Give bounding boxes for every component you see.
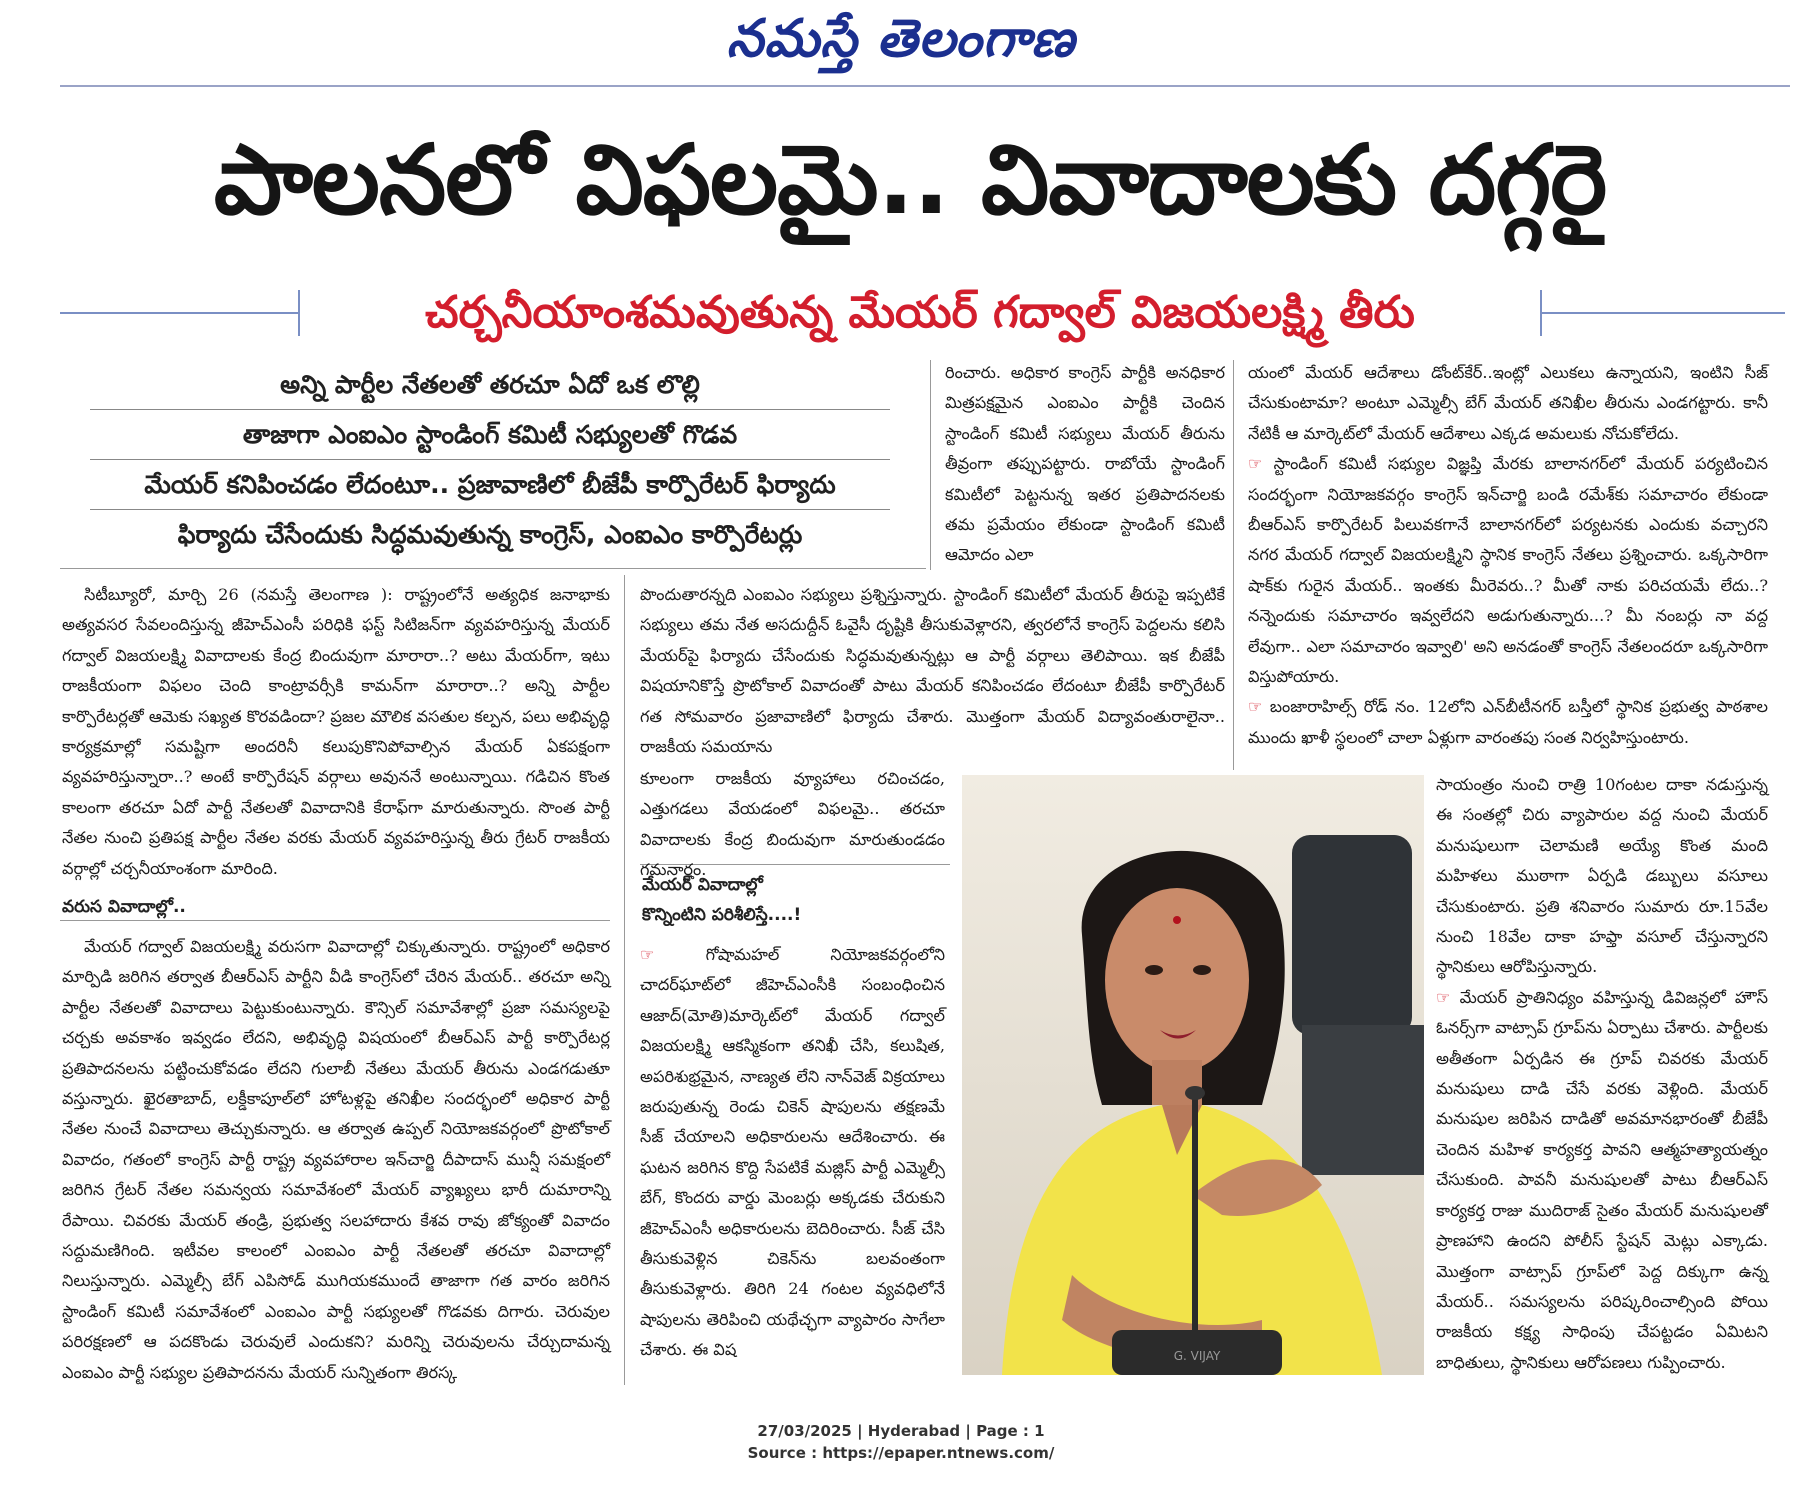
- section-heading-series: వరుస వివాదాల్లో..: [62, 897, 186, 917]
- section-heading-disputes: మేయర్ వివాదాల్లో: [642, 875, 763, 895]
- body-paragraph: యంలో మేయర్ ఆదేశాలు డోంట్‌కేర్..ఇంట్లో ఎలుకలు ఉన్నాయని, ఇంటిని సీజ్ చేసుకుంటామా? అంటూ ఎమ్మెల్సీ బేగ్ మేయర్ తనిఖీల తీరును ఎండగట్టారు. కానీ నేటికీ ఆ మార్కెట్‌లో మేయర్ ఆదేశాలు ఎక్కడ అమలుకు నోచుకోలేదు.: [1248, 363, 1768, 443]
- footer-date: 27/03/2025 | Hyderabad | Page : 1: [757, 1422, 1045, 1440]
- article-body-col1: [62, 932, 610, 1382]
- article-body-col3-bottom: [1436, 770, 1768, 1385]
- deck-rule: [90, 509, 890, 510]
- subhead-rule-right: [1540, 312, 1785, 314]
- bullet-item: ☞ బంజారాహిల్స్ రోడ్ నం. 12లోని ఎన్‌బీటీనగర్ బస్తీలో స్థానిక ప్రభుత్వ పాఠశాల ముందు ఖాళీ స్థలంలో చాలా ఏళ్లుగా వారంతపు సంత నిర్వహిస్తుంటారు.: [1248, 692, 1768, 753]
- deck-rule: [90, 409, 890, 410]
- body-paragraph: కూలంగా రాజకీయ వ్యూహాలు రచించడం, ఎత్తుగడలు వేయడంలో విఫలమై.. తరచూ వివాదాలకు కేంద్ర బిందువుగా మారుతుండడం గమనార్హం.: [640, 769, 945, 880]
- bullet-item: ☞ స్టాండింగ్ కమిటీ సభ్యుల విజ్ఞప్తి మేరకు బాలానగర్‌లో మేయర్ పర్యటించిన సందర్భంగా నియోజకవర్గం కాంగ్రెస్ ఇన్‌చార్జి బండి రమేశ్‌కు సమాచారం లేకుండా బీఆర్ఎస్ కార్పొరేటర్ పిలువకగానే బాలానగర్‌లో పర్యటనకు ఎందుకు వచ్చారని నగర మేయర్ గద్వాల్ విజయలక్ష్మిని స్థానిక కాంగ్రెస్ నేతలు ప్రశ్నించారు. ఒక్కసారిగా షాక్‌కు గురైన మేయర్.. ఇంతకు మీరెవరు..? మీతో నాకు పరిచయమే లేదు..? నన్నెందుకు సమాచారం ఇవ్వలేదని అడుగుతున్నారు...? మీ నంబర్లు నా వద్ద లేవుగా.. ఎలా సమాచారం ఇవ్వాలి' అని అనడంతో కాంగ్రెస్ నేతలందరూ ఒక్కసారిగా విస్తుపోయారు.: [1248, 449, 1768, 692]
- bullet-item: ☞ గోషామహల్ నియోజకవర్గంలోని చాదర్‌ఘాట్‌లో జీహెచ్ఎంసీకి సంబంధించిన ఆజాద్(మోతి)మార్కెట్‌లో మేయర్ గద్వాల్ విజయలక్ష్మి ఆకస్మికంగా తనిఖీ చేసి, కలుషిత, అపరిశుభ్రమైన, నాణ్యత లేని నాన్‌వెజ్ విక్రయాలు జరుపుతున్న రెండు చికెన్ షాపులను తక్షణమే సీజ్ చేయాలని అధికారులను ఆదేశించారు. ఈ ఘటన జరిగిన కొద్ది సేపటికే మజ్లిస్ పార్టీ ఎమ్మెల్సీ బేగ్, కొందరు వార్డు మెంబర్లు అక్కడకు చేరుకుని జీహెచ్ఎంసీ అధికారులను బెదిరించారు. సీజ్ చేసి తీసుకువెళ్లిన చికెన్‌ను బలవంతంగా తీసుకువెళ్లారు. తిరిగి 24 గంటల వ్యవధిలోనే షాపులను తెరిపించి యథేచ్ఛగా వ్యాపారం సాగేలా చేశారు. ఈ విష: [640, 940, 945, 1366]
- column-rule: [1233, 360, 1234, 770]
- deck-line-3: మేయర్ కనిపించడం లేదంటూ.. ప్రజావాణిలో బీజేపీ కార్పొరేటర్ ఫిర్యాదు: [144, 470, 836, 499]
- deck-rule: [90, 459, 890, 460]
- body-paragraph: పొందుతారన్నది ఎంఐఎం సభ్యులు ప్రశ్నిస్తున్నారు. స్టాండింగ్ కమిటీలో మేయర్ తీరుపై ఇప్పటికే సభ్యులు తమ నేత అసదుద్దీన్ ఓవైసీ దృష్టికి తీసుకువెళ్లారని, త్వరలోనే కాంగ్రెస్ పెద్దలను కలిసి మేయర్‌పై ఫిర్యాదు చేసేందుకు సిద్ధమవుతున్నట్లు ఆ పార్టీ వర్గాలు తెలిపాయి. ఇక బీజేపీ విషయానికొస్తే ప్రొటోకాల్ వివాదంతో పాటు మేయర్ కనిపించడం లేదంటూ బీజేపీ కార్పొరేటర్ గత సోమవారం ప్రజావాణిలో ఫిర్యాదు చేశారు. మొత్తంగా మేయర్ విద్యావంతురాలైనా.. రాజకీయ సమయాను: [640, 585, 1225, 757]
- subhead-tick-left: [298, 290, 300, 336]
- deck-line-2: తాజాగా ఎంఐఎం స్టాండింగ్ కమిటీ సభ్యులతో గొడవ: [242, 420, 738, 449]
- deck-line-1: అన్ని పార్టీల నేతలతో తరచూ ఏదో ఒక లొల్లి: [280, 370, 700, 399]
- article-body-col2-wide: [640, 580, 1225, 760]
- photo-illustration: [962, 775, 1424, 1375]
- body-paragraph: మేయర్ గద్వాల్ విజయలక్ష్మి వరుసగా వివాదాల్లో చిక్కుతున్నారు. రాష్ట్రంలో అధికార మార్పిడి జరిగిన తర్వాత బీఆర్ఎస్ పార్టీని వీడి కాంగ్రెస్‌లో చేరిన మేయర్.. తరచూ అన్ని పార్టీల నేతలతో వివాదాలు పెట్టుకుంటున్నారు. కౌన్సిల్ సమావేశాల్లో ప్రజా సమస్యలపై చర్చకు అవకాశం ఇవ్వడం లేదని, అభివృద్ధి విషయంలో బీఆర్ఎస్ పార్టీ కార్పొరేటర్ల ప్రతిపాదనలను పట్టించుకోవడం లేదని గులాబీ నేతలు మేయర్ తీరును ఎండగడుతూ వస్తున్నారు. ఖైరతాబాద్, లక్డీకాపూల్‌లో హోటళ్లపై తనిఖీల సందర్భంలో అధికార పార్టీ నేతల నుంచే వివాదాలు తెచ్చుకున్నారు. ఆ తర్వాత ఉప్పల్ నియోజకవర్గంలో ప్రొటోకాల్ వివాదం, గతంలో కాంగ్రెస్ పార్టీ రాష్ట్ర వ్యవహారాల ఇన్‌చార్జి దీపాదాస్ మున్షీ సమక్షంలో జరిగిన గ్రేటర్ నేతల సమన్వయ సమావేశంలో మేయర్ వ్యాఖ్యలు భారీ దుమారాన్ని రేపాయి. చివరకు మేయర్ తండ్రి, ప్రభుత్వ సలహాదారు కేశవ రావు జోక్యంతో వివాదం సద్దుమణిగింది. ఇటీవల కాలంలో ఎంఐఎం పార్టీ నేతలతో తరచూ వివాదాల్లో నిలుస్తున్నారు. ఎమ్మెల్సీ బేగ్ ఎపిసోడ్ ముగియకముందే తాజాగా గత వారం జరిగిన స్టాండింగ్ కమిటీ సమావేశంలో ఎంఐఎం పార్టీ సభ్యులతో గొడవకు దిగారు. చెరువుల పరిరక్షణలో ఆ పదకొండు చెరువులే ఎందుకని? మరిన్ని చెరువులను చేర్చుదామన్న ఎంఐఎం పార్టీ సభ్యుల ప్రతిపాదనను మేయర్ సున్నితంగా తిరస్క: [62, 937, 610, 1382]
- column-rule: [930, 360, 931, 570]
- deck-line-4: ఫిర్యాదు చేసేందుకు సిద్ధమవుతున్న కాంగ్రెస్, ఎంఐఎం కార్పొరేటర్లు: [177, 520, 803, 549]
- article-body-col2-bullet: [640, 940, 945, 1380]
- column-rule: [624, 575, 625, 1385]
- section-heading-disputes-2: కొన్నింటిని పరిశీలిస్తే....!: [642, 905, 802, 925]
- masthead-logo: నమస్తే తెలంగాణ: [726, 8, 1076, 69]
- bullet-item: ☞ మేయర్ ప్రాతినిధ్యం వహిస్తున్న డివిజన్లలో హౌస్ ఓనర్స్‌గా వాట్సాప్ గ్రూప్‌ను ఏర్పాటు చేశారు. పార్టీలకు అతీతంగా ఏర్పడిన ఈ గ్రూప్ చివరకు మేయర్ మనుషులు దాడి చేసే వరకు వెళ్లింది. మేయర్ మనుషుల జరిపిన దాడితో అవమానభారంతో బీజేపీ చెందిన మహిళ కార్యకర్త పావని ఆత్మహత్యాయత్నం చేసుకుంది. పావనీ మనుషులతో పాటు బీఆర్ఎస్ కార్యకర్త రాజు ముదిరాజ్ సైతం మేయర్ మనుషులతో ప్రాణహాని ఉందని పోలీస్ స్టేషన్ మెట్లు ఎక్కాడు. మొత్తంగా వాట్సాప్ గ్రూప్‌లో పెద్ద దిక్కుగా ఉన్న మేయర్.. సమస్యలను పరిష్కరించాల్సింది పోయి రాజకీయ కక్ష్య సాధింపు చేపట్టడం ఏమిటని బాధితులు, స్థానికులు ఆరోపణలు గుప్పించారు.: [1436, 983, 1768, 1378]
- body-paragraph: సాయంత్రం నుంచి రాత్రి 10గంటల దాకా నడుస్తున్న ఈ సంతల్లో చిరు వ్యాపారుల వద్ద నుంచి మేయర్ మనుషులుగా చెలామణి అయ్యే కొంత మంది మహిళలు ముఠాగా ఏర్పడి డబ్బులు వసూలు చేసుకుంటారు. ప్రతి శనివారం సుమారు రూ.15వేల నుంచి 18వేల దాకా హఫ్తా వసూల్ చేస్తున్నారని స్థానికులు ఆరోపిస్తున్నారు.: [1436, 775, 1768, 977]
- headline: పాలనలో విఫలమై.. వివాదాలకు దగ్గరై: [213, 124, 1607, 236]
- intro-paragraph: సిటీబ్యూరో, మార్చి 26 (నమస్తే తెలంగాణ ): రాష్ట్రంలోనే అత్యధిక జనాభాకు అత్యవసర సేవలందిస్తున్న జీహెచ్ఎంసీ పరిధికి ఫస్ట్ సిటిజన్‌గా వ్యవహరిస్తున్న మేయర్ గద్వాల్ విజయలక్ష్మి వివాదాలకు కేంద్ర బిందువుగా మారారా..? అటు మేయర్‌గా, ఇటు రాజకీయంగా విఫలం చెంది కాంట్రావర్సీకి కామన్‌గా మారారా..? అన్ని పార్టీల కార్పొరేటర్లతో ఆమెకు సఖ్యత కొరవడిందా? ప్రజల మౌలిక వసతుల కల్పన, పలు అభివృద్ధి కార్యక్రమాల్లో సమష్టిగా అందరినీ కలుపుకొనిపోవాల్సిన మేయర్ ఏకపక్షంగా వ్యవహరిస్తున్నారా..? అంటే కార్పొరేషన్ వర్గాలు అవుననే అంటున్నాయి. గడిచిన కొంత కాలంగా తరచూ ఏదో పార్టీ నేతలతో వివాదానికి కేరాఫ్‌గా మారుతున్నారు. సొంత పార్టీ నేతల నుంచి ప్రతిపక్ష పార్టీల నేతల వరకు మేయర్ వ్యవహరిస్తున్న తీరు గ్రేటర్ రాజకీయ వర్గాల్లో చర్చనీయాంశంగా మారింది.: [62, 585, 610, 878]
- article-body-col3-top: [1248, 358, 1768, 770]
- article-intro: [62, 580, 610, 910]
- mayor-photo: [962, 775, 1424, 1375]
- masthead-rule: [60, 85, 1790, 87]
- article-body-col2-top: [945, 358, 1225, 568]
- body-paragraph: రించారు. అధికార కాంగ్రెస్ పార్టీకి అనధికార మిత్రపక్షమైన ఎంఐఎం పార్టీకి చెందిన స్టాండింగ్ కమిటీ సభ్యులు మేయర్ తీరును తీవ్రంగా తప్పుపట్టారు. రాబోయే స్టాండింగ్ కమిటీలో పెట్టనున్న ఇతర ప్రతిపాదనలకు తమ ప్రమేయం లేకుండా స్టాండింగ్ కమిటీ ఆమోదం ఎలా: [945, 363, 1225, 565]
- subhead-rule-left: [60, 312, 300, 314]
- microphone-label: G. VIJAY: [1173, 1349, 1221, 1363]
- subhead: చర్చనీయాంశమవుతున్న మేయర్ గద్వాల్ విజయలక్ష్మి తీరు: [425, 287, 1415, 338]
- footer-source: Source : https://epaper.ntnews.com/: [747, 1444, 1055, 1462]
- section-rule: [60, 568, 926, 569]
- article-body-col2-narrow: [640, 764, 945, 880]
